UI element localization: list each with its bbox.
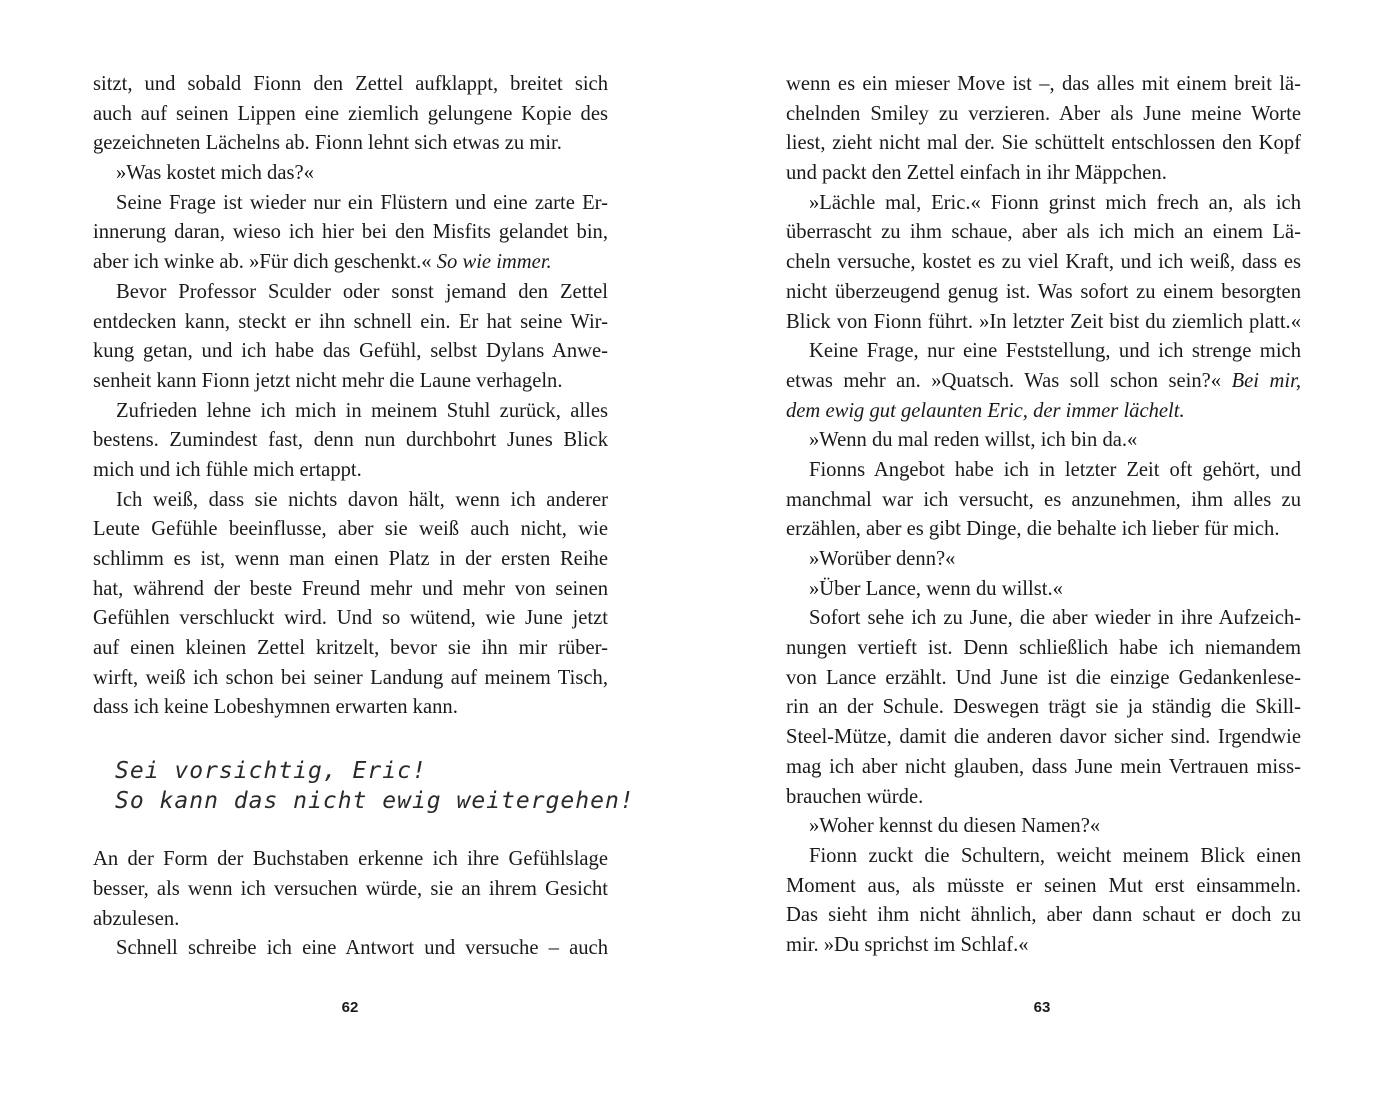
text-line: »Über Lance, wenn du willst.«	[809, 577, 1063, 600]
text-line: Leute Gefühle beeinflusse, aber sie weiß auch nicht, wie	[93, 518, 608, 541]
text-line: Moment aus, als müsste er seinen Mut erst einsammeln.	[786, 874, 1301, 897]
text-line: Keine Frage, nur eine Feststellung, und ich strenge mich	[809, 340, 1301, 363]
text-line: dass ich keine Lobeshymnen erwarten kann.	[93, 696, 458, 719]
text-line: An der Form der Buchstaben erkenne ich ihre Gefühlslage	[93, 848, 608, 871]
italic-text: dem ewig gut gelaunten Eric, der immer lächelt.	[786, 399, 1185, 422]
text-line: manchmal war ich versucht, es anzunehmen, ihm alles zu	[786, 488, 1301, 511]
text-line: »Woher kennst du diesen Namen?«	[809, 815, 1101, 838]
text-line: besser, als wenn ich versuchen würde, sie an ihrem Gesicht	[93, 877, 608, 900]
text-line: »Worüber denn?«	[809, 548, 956, 570]
text-line: senheit kann Fionn jetzt nicht mehr die Laune verhageln.	[93, 369, 563, 392]
text-line: liest, zieht nicht mal der. Sie schüttelt entschlossen den Kopf	[786, 132, 1301, 155]
text-line: wenn es ein mieser Move ist –, das alles mit einem breit lä-	[786, 73, 1301, 95]
text-line: innerung daran, wieso ich hier bei den Misfits gelandet bin,	[93, 221, 608, 244]
text-line: »Was kostet mich das?«	[116, 162, 314, 185]
text-line: Bevor Professor Sculder oder sonst jemand den Zettel	[116, 280, 608, 303]
note-line: So kann das nicht ewig weitergehen!	[115, 788, 635, 815]
text-line: erzählen, aber es gibt Dinge, die behalte ich lieber für mich.	[786, 518, 1280, 541]
text-line: Zufrieden lehne ich mich in meinem Stuhl zurück, alles	[116, 399, 608, 422]
text-line: »Lächle mal, Eric.« Fionn grinst mich frech an, als ich	[809, 191, 1301, 214]
italic-text: Bei mir,	[1231, 369, 1301, 392]
text-line: nicht überzeugend genug ist. Was sofort zu einem besorgten	[786, 280, 1301, 303]
text-line: auf einen kleinen Zettel kritzelt, bevor sie ihn mir rüber-	[93, 637, 608, 660]
text-run: etwas mehr an. »Quatsch. Was soll schon sein?«	[786, 369, 1222, 392]
text-line: Fionns Angebot habe ich in letzter Zeit oft gehört, und	[809, 458, 1301, 481]
handwritten-note	[93, 756, 635, 816]
text-line: Sofort sehe ich zu June, die aber wieder in ihre Aufzeich-	[809, 607, 1301, 630]
page-number-right: 63	[1033, 999, 1051, 1016]
text-line: mich und ich fühle mich ertappt.	[93, 458, 362, 481]
text-line: wirft, weiß ich schon bei seiner Landung auf meinem Tisch,	[93, 666, 608, 689]
text-line	[786, 397, 1301, 427]
text-line: Blick von Fionn führt. »In letzter Zeit bist du ziemlich platt.«	[786, 310, 1301, 333]
right-page	[786, 70, 1301, 961]
italic-text: So wie immer.	[436, 251, 552, 274]
text-line: Das sieht ihm nicht ähnlich, aber dann schaut er doch zu	[786, 904, 1301, 927]
text-line: bestens. Zumindest fast, denn nun durchbohrt Junes Blick	[93, 429, 608, 452]
text-line: rin an der Schule. Deswegen trägt sie ja ständig die Skill-	[786, 696, 1301, 719]
text-line: von Lance erzählt. Und June ist die einzige Gedankenlese-	[786, 666, 1301, 689]
text-line: kung getan, und ich habe das Gefühl, selbst Dylans Anwe-	[93, 340, 608, 363]
text-line	[93, 248, 608, 278]
text-line: entdecken kann, steckt er ihn schnell ein. Er hat seine Wir-	[93, 310, 608, 333]
text-line: Seine Frage ist wieder nur ein Flüstern und eine zarte Er-	[116, 191, 608, 214]
note-line: Sei vorsichtig, Eric!	[115, 758, 427, 785]
text-line	[786, 367, 1301, 397]
text-line: überrascht zu ihm schaue, aber als ich mich an einem Lä-	[786, 221, 1301, 244]
text-line: und packt den Zettel einfach in ihr Mäppchen.	[786, 162, 1167, 185]
text-line: abzulesen.	[93, 907, 180, 930]
text-line: nungen vertieft ist. Denn schließlich habe ich niemandem	[786, 637, 1301, 660]
text-line: mag ich aber nicht glauben, dass June mein Vertrauen miss-	[786, 755, 1301, 778]
text-line: auch auf seinen Lippen eine ziemlich gelungene Kopie des	[93, 102, 608, 125]
text-line: gezeichneten Lächelns ab. Fionn lehnt sich etwas zu mir.	[93, 132, 562, 155]
text-line: »Wenn du mal reden willst, ich bin da.«	[809, 429, 1138, 452]
text-line: sitzt, und sobald Fionn den Zettel aufklappt, breitet sich	[93, 73, 608, 95]
text-line: Steel-Mütze, damit die anderen davor sicher sind. Irgendwie	[786, 726, 1301, 749]
text-line: Gefühlen verschluckt wird. Und so wütend, wie June jetzt	[93, 607, 608, 630]
text-line: chelnden Smiley zu verzieren. Aber als June meine Worte	[786, 102, 1301, 125]
text-line: mir. »Du sprichst im Schlaf.«	[786, 933, 1029, 956]
text-line: Ich weiß, dass sie nichts davon hält, wenn ich anderer	[116, 488, 608, 511]
text-line: Fionn zuckt die Schultern, weicht meinem Blick einen	[809, 844, 1301, 867]
text-line: hat, während der beste Freund mehr und mehr von seinen	[93, 577, 608, 600]
text-run: aber ich winke ab. »Für dich geschenkt.«	[93, 251, 432, 274]
text-line: Schnell schreibe ich eine Antwort und versuche – auch	[116, 937, 608, 960]
text-line: cheln versuche, kostet es zu viel Kraft, und ich weiß, dass es	[786, 251, 1301, 274]
text-line: schlimm es ist, wenn man einen Platz in der ersten Reihe	[93, 548, 608, 570]
page-number-left: 62	[341, 999, 359, 1016]
left-page	[93, 70, 635, 964]
text-line: brauchen würde.	[786, 785, 924, 808]
